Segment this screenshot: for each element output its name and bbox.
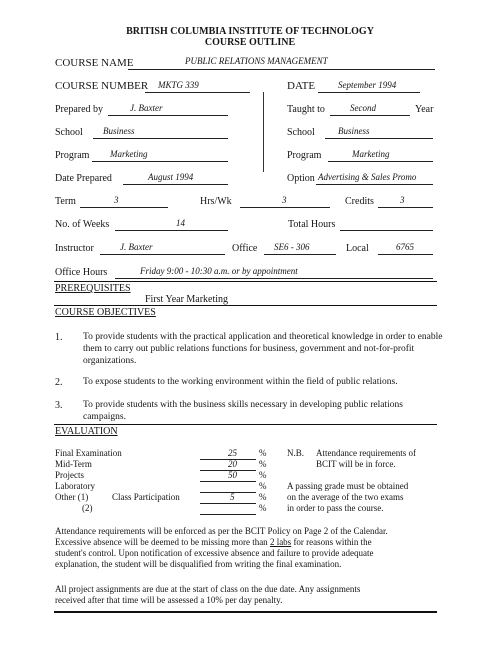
eval-label: Mid-Term: [55, 459, 92, 469]
eval-value: 50: [228, 470, 237, 480]
office-hours-line: [115, 278, 433, 279]
total-hours-label: Total Hours: [288, 219, 336, 230]
eval-label: Projects: [55, 470, 84, 480]
objective-text: To provide students with the practical application and theoretical knowledge in order to enable them to carry out public relations functions for business, government and not-for-profit organizations.: [83, 332, 443, 366]
section-rule: [54, 281, 437, 282]
eval-pct: %: [259, 470, 267, 480]
attendance-text-part: for reasons within the: [291, 537, 372, 547]
objective-number: 3.: [55, 400, 63, 411]
course-name-line: [128, 69, 435, 70]
prepared-by-label: Prepared by: [55, 104, 104, 115]
section-rule: [54, 424, 437, 425]
office-line: [264, 254, 336, 255]
term-value: 3: [114, 195, 119, 205]
attendance-text-part: Excessive absence will be deemed to be missing more than: [55, 537, 270, 547]
program-value: Marketing: [110, 149, 148, 159]
date-prepared-value: August 1994: [148, 172, 194, 182]
date-value: September 1994: [338, 80, 397, 90]
document-title: COURSE OUTLINE: [204, 37, 296, 48]
year-label: Year: [415, 104, 434, 115]
eval-pct: %: [259, 448, 267, 458]
program2-value: Marketing: [352, 149, 390, 159]
evaluation-heading: EVALUATION: [55, 426, 118, 437]
objective-text: To expose students to the working environment within the field of public relations.: [83, 377, 398, 387]
course-name-label: COURSE NAME: [55, 57, 134, 69]
eval-line: [200, 503, 256, 504]
weeks-value: 14: [176, 218, 185, 228]
weeks-line: [115, 230, 228, 231]
nb-text: Attendance requirements of: [316, 448, 416, 458]
passing-note: A passing grade must be obtained: [287, 481, 409, 491]
local-value: 6765: [396, 242, 414, 252]
eval-label: (2): [82, 503, 93, 513]
date-label: DATE: [287, 80, 316, 92]
eval-sublabel: Class Participation: [112, 492, 180, 502]
hrs-label: Hrs/Wk: [200, 196, 232, 207]
instructor-value: J. Baxter: [120, 242, 153, 252]
total-hours-line: [340, 230, 433, 231]
nb-label: N.B.: [287, 448, 305, 458]
option-line: [316, 184, 433, 185]
school2-label: School: [287, 127, 315, 138]
objective-text: To provide students with the business skills necessary in developing public relations campaigns.: [83, 400, 403, 422]
prerequisites-text: First Year Marketing: [145, 294, 229, 305]
column-divider: [263, 92, 264, 172]
section-rule: [54, 305, 437, 306]
eval-label: Laboratory: [55, 481, 95, 491]
hrs-line: [240, 207, 330, 208]
attendance-text: explanation, the student will be disqualified from writing the final examination.: [55, 559, 342, 569]
prepared-by-value: J. Baxter: [130, 103, 163, 113]
office-hours-label: Office Hours: [55, 267, 108, 278]
hrs-value: 3: [282, 195, 287, 205]
taught-to-value: Second: [350, 103, 376, 113]
eval-value: 5: [230, 492, 235, 502]
eval-label: Final Examination: [55, 448, 122, 458]
attendance-labs: 2 labs: [269, 537, 292, 547]
school2-line: [325, 138, 433, 139]
course-number-value: MKTG 339: [158, 80, 199, 90]
eval-line: [200, 514, 256, 515]
program2-label: Program: [287, 150, 322, 161]
taught-to-line: [330, 115, 410, 116]
eval-value: 25: [228, 448, 237, 458]
course-number-label: COURSE NUMBER: [55, 80, 149, 92]
school-value: Business: [103, 126, 135, 136]
assignments-text: All project assignments are due at the start of class on the due date. Any assignments: [55, 584, 361, 594]
assignments-text: received after that time will be assessed a 10% per day penalty.: [55, 595, 283, 605]
objectives-heading: COURSE OBJECTIVES: [55, 307, 156, 318]
eval-pct: %: [259, 492, 267, 502]
attendance-text: [55, 538, 372, 548]
eval-line: [200, 492, 256, 493]
prerequisites-heading: PREREQUISITES: [55, 283, 131, 294]
eval-line: [200, 481, 256, 482]
taught-to-label: Taught to: [287, 104, 325, 115]
objective-number: 1.: [55, 332, 63, 343]
office-value: SE6 - 306: [274, 242, 310, 252]
school-label: School: [55, 127, 83, 138]
credits-value: 3: [400, 195, 405, 205]
instructor-line: [100, 254, 225, 255]
course-name-value: PUBLIC RELATIONS MANAGEMENT: [185, 56, 328, 66]
school-line: [93, 138, 228, 139]
objective-number: 2.: [55, 377, 63, 388]
eval-pct: %: [259, 503, 267, 513]
bottom-rule: [54, 611, 437, 613]
instructor-label: Instructor: [55, 243, 94, 254]
prepared-by-line: [108, 115, 228, 116]
passing-note: in order to pass the course.: [287, 503, 384, 513]
local-line: [378, 254, 433, 255]
school2-value: Business: [338, 126, 370, 136]
program2-line: [328, 161, 433, 162]
option-value: Advertising & Sales Promo: [318, 172, 417, 182]
attendance-text: Attendance requirements will be enforced as per the BCIT Policy on Page 2 of the Calendar.: [55, 526, 388, 536]
passing-note: on the average of the two exams: [287, 492, 404, 502]
date-prepared-line: [123, 184, 228, 185]
date-line: [318, 92, 420, 93]
institute-name: BRITISH COLUMBIA INSTITUTE OF TECHNOLOGY: [126, 26, 374, 37]
date-prepared-label: Date Prepared: [55, 173, 112, 184]
program-line: [92, 161, 228, 162]
eval-pct: %: [259, 459, 267, 469]
office-hours-value: Friday 9:00 - 10:30 a.m. or by appointment: [140, 266, 298, 276]
term-label: Term: [55, 196, 76, 207]
option-label: Option: [287, 173, 315, 184]
course-number-line: [145, 92, 250, 93]
eval-label: Other (1): [55, 492, 89, 502]
nb-text: BCIT will be in force.: [316, 459, 396, 469]
credits-label: Credits: [345, 196, 374, 207]
eval-value: 20: [228, 459, 237, 469]
credits-line: [378, 207, 433, 208]
eval-pct: %: [259, 481, 267, 491]
local-label: Local: [346, 243, 369, 254]
weeks-label: No. of Weeks: [55, 219, 110, 230]
attendance-text: student's control. Upon notification of excessive absence and failure to provide adequate: [55, 548, 374, 558]
term-line: [80, 207, 168, 208]
office-label: Office: [232, 243, 258, 254]
program-label: Program: [55, 150, 90, 161]
